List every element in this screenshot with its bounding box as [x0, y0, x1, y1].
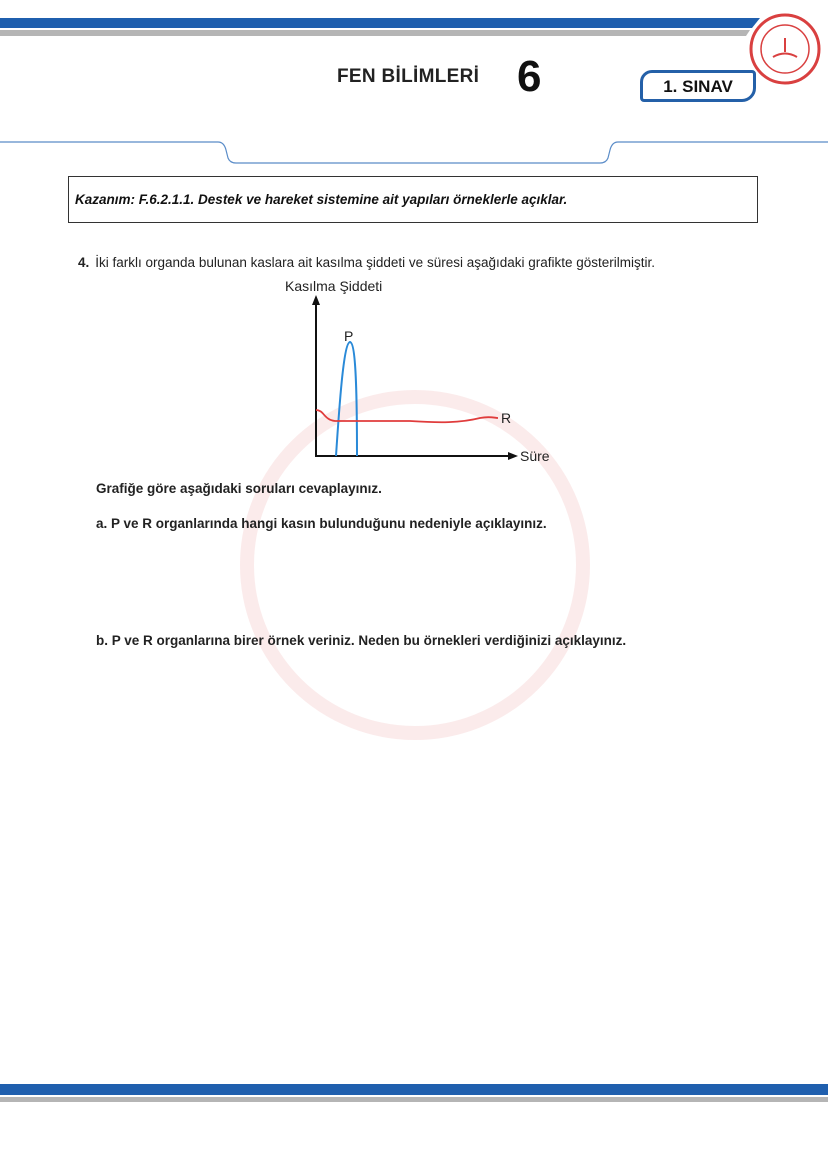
- series-p-label: P: [344, 328, 354, 344]
- bottom-gray-bar: [0, 1097, 828, 1102]
- top-blue-bar: [0, 18, 760, 28]
- question-stem: [78, 255, 655, 270]
- grade-number: 6: [517, 52, 542, 101]
- learning-outcome-box: Kazanım: F.6.2.1.1. Destek ve hareket sistemine ait yapıları örneklerle açıklar.: [68, 176, 758, 223]
- question-part-b: b. P ve R organlarına birer örnek veriniz. Neden bu örnekleri verdiğinizi açıklayınız.: [96, 633, 627, 648]
- exam-badge: 1. SINAV: [640, 70, 756, 102]
- question-prompt: Grafiğe göre aşağıdaki soruları cevaplayınız.: [96, 481, 382, 496]
- ministry-logo: [748, 12, 822, 86]
- question-part-a: a. P ve R organlarında hangi kasın bulunduğunu nedeniyle açıklayınız.: [96, 516, 547, 531]
- contraction-graph: [300, 295, 550, 465]
- series-r-label: R: [501, 410, 512, 426]
- top-gray-bar: [0, 30, 750, 36]
- y-axis-arrow: [312, 295, 320, 305]
- subject-title: FEN BİLİMLERİ: [337, 66, 480, 87]
- series-p-line: [336, 342, 357, 456]
- header-tab-line: [0, 142, 828, 163]
- series-r-line: [316, 410, 498, 422]
- question-text: İki farklı organda bulunan kaslara ait kasılma şiddeti ve süresi aşağıdaki grafikte gösterilmiştir.: [95, 255, 656, 270]
- x-axis-arrow: [508, 452, 518, 460]
- question-number: 4.: [78, 255, 90, 270]
- bottom-blue-bar: [0, 1084, 828, 1095]
- graph-y-label: Kasılma Şiddeti: [285, 278, 383, 294]
- graph-x-label: Süre: [520, 448, 550, 464]
